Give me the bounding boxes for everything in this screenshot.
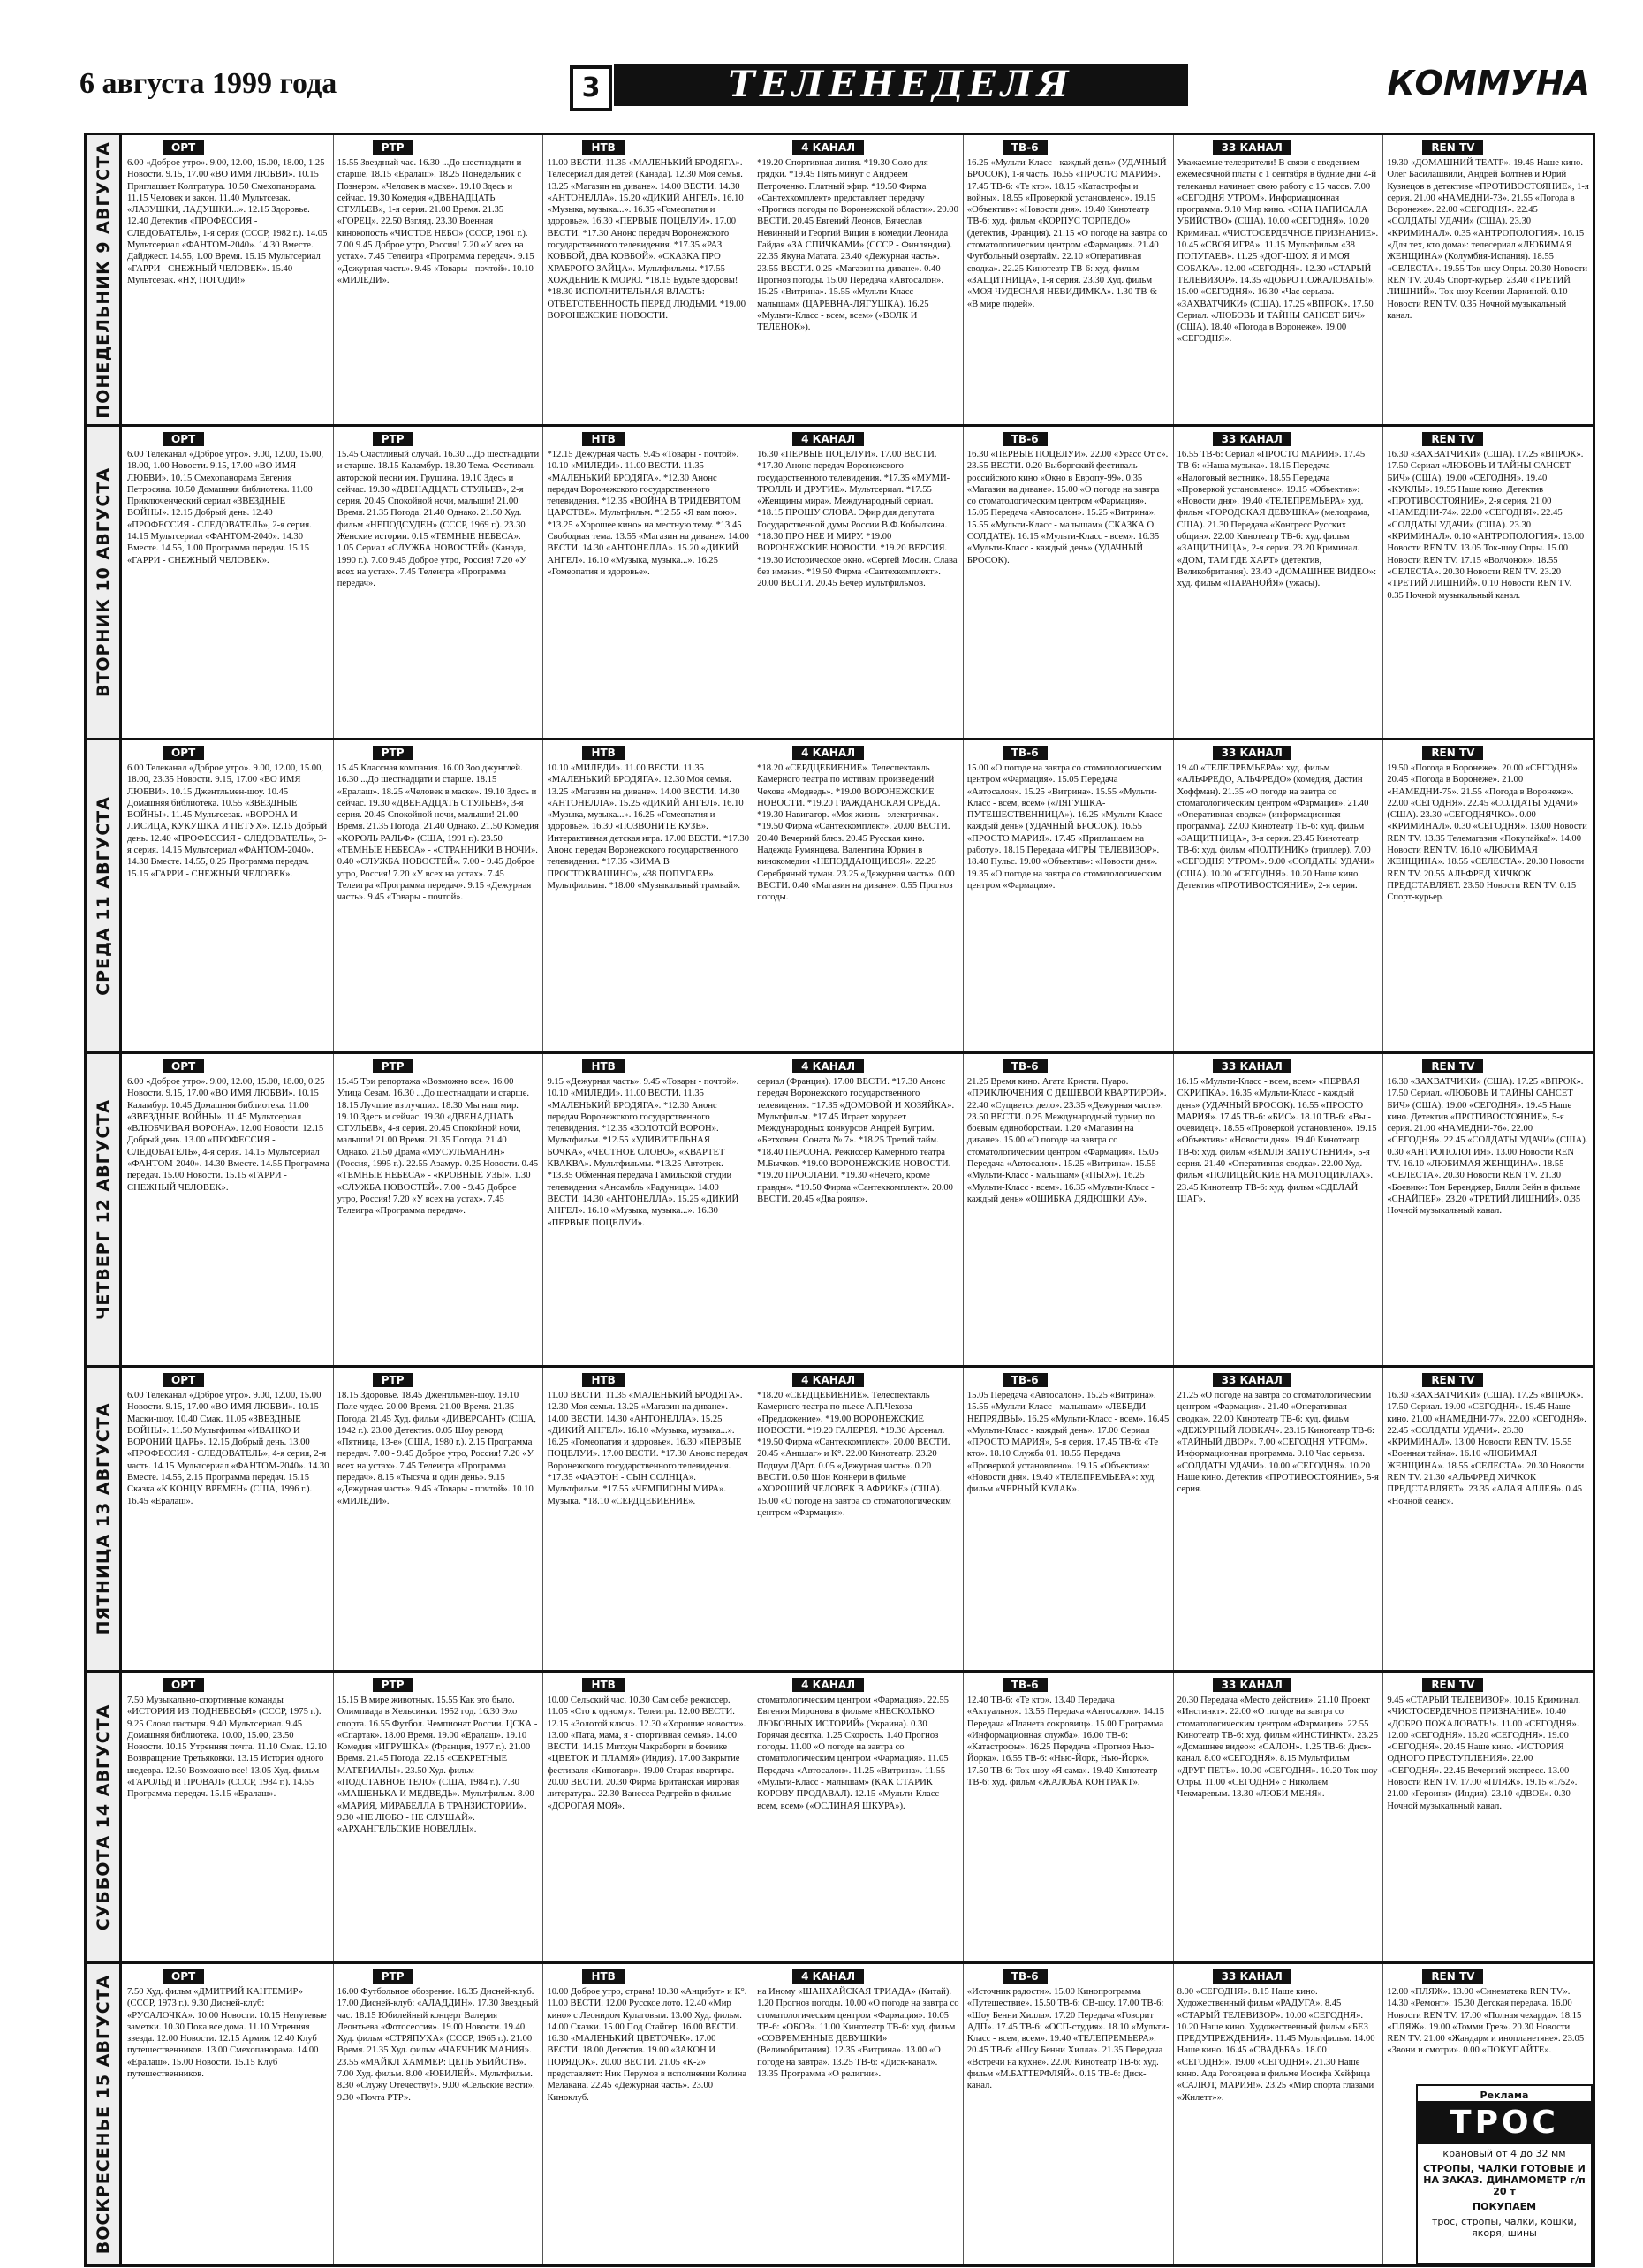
channel-badge: ТВ-6 [1003, 746, 1048, 760]
program-listing: 10.10 «МИЛЕДИ». 11.00 ВЕСТИ. 11.35 «МАЛЕНЬКИЙ БРОДЯГА». 12.30 Моя семья. 13.25 «Магазин на диване». 14.00 ВЕСТИ. 14.30 «АНТОНЕЛЛА». 15.25 «ДИКИЙ АНГЕЛ». 16.10 «Музыка, музыка...». 16.25 «Гомеопатия и здоровье». 16.30 «ПОЗВОНИТЕ КУЗЕ». Интерактивная детская игра. 17.00 ВЕСТИ. *17.30 Анонс передач Воронежского государственного телевидения. *17.35 «ЗИМА В ПРОСТОКВАШИНО», «38 ПОПУГАЕВ». Мультфильмы. *18.00 «Музыкальный трамвай». [547, 763, 749, 891]
channel-badge: НТВ [582, 1059, 624, 1073]
program-listing: 12.40 ТВ-6: «Те кто». 13.40 Передача «Актуально». 13.55 Передача «Автосалон». 14.15 Передача «Планета сокровищ». 15.00 Программа «Информационная служба». 16.00 ТВ-6: «Катастрофы». 16.25 Передача «Прогноз Нью-Йорка». 16.55 ТВ-6: «Нью-Йорк, Нью-Йорк». 17.50 ТВ-6: Ток-шоу «Я сама». 19.40 Кинотеатр ТВ-6: худ. фильм «ЖАЛОБА КОНТРАКТ». [966, 1695, 1165, 1788]
channel-badge: 33 КАНАЛ [1213, 746, 1291, 760]
program-listing: 15.45 Классная компания. 16.00 Зоо джунглей. 16.30 ...До шестнадцати и старше. 18.15 «Ералаш». 18.25 «Человек в маске». 19.10 Здесь и сейчас. 19.30 «ДВЕНАДЦАТЬ СТУЛЬЕВ», 3-я серия. 20.45 Спокойной ночи, малыши! 21.00 Время. 21.35 Погода. 21.40 Однако. 21.50 Комедия «КОРОЛЬ РАЛЬФ» (США, 1991 г.). 23.50 «ТЕМНЫЕ НЕБЕСА» - «СТРАННИКИ В НОЧИ». 0.40 «СЛУЖБА НОВОСТЕЙ». 7.00 - 9.45 Доброе утро, Россия! 7.20 «У всех на устах». 7.45 Телеигра «Программа передач». 9.15 «Дежурная часть». 9.45 «Товары - почтой». [337, 763, 539, 903]
channel-column [124, 1054, 334, 1365]
channel-column [124, 1368, 334, 1670]
channel-badge: НТВ [582, 432, 624, 446]
channel-column [334, 1673, 544, 1961]
advert-brand: ТРОС [1418, 2101, 1591, 2144]
day-row [87, 1673, 1593, 1964]
day-row [87, 740, 1593, 1054]
program-listing: 11.00 ВЕСТИ. 11.35 «МАЛЕНЬКИЙ БРОДЯГА». 12.30 Моя семья. 13.25 «Магазин на диване». 14.00 ВЕСТИ. 14.30 «АНТОНЕЛЛА». 15.25 «ДИКИЙ АНГЕЛ». 16.10 «Музыка, музыка...». 16.25 «Гомеопатия и здоровье». 16.30 «ПЕРВЫЕ ПОЦЕЛУИ». 17.00 ВЕСТИ. *17.30 Анонс передач Воронежского государственного телевидения. *17.35 «ФАЭТОН - СЫН СОЛНЦА». Мультфильм. *17.55 «ЧЕМПИОНЫ МИРА». Музыка. *18.10 «СЕРДЦЕБИЕНИЕ». [547, 1391, 748, 1506]
channel-column [543, 1964, 753, 2264]
channel-column [1383, 1673, 1593, 1961]
day-columns [124, 135, 1593, 424]
channel-badge: REN TV [1422, 1678, 1483, 1692]
program-listing: Уважаемые телезрители! В связи с введением ежемесячной платы с 1 сентября в будние дни 4-й телеканал начинает свою работу с 15 часов. 7.00 «СЕГОДНЯ УТРОМ». Информационная программа. 9.10 Мир кино. «ОНА НАПИСАЛА УБИЙСТВО» (США). 10.00 «СЕГОДНЯ». 10.20 Криминал. «ЧИСТОСЕРДЕЧНОЕ ПРИЗНАНИЕ». 10.45 «СВОЯ ИГРА». 11.15 Мультфильм «38 ПОПУГАЕВ». 11.25 «ДОГ-ШОУ. Я И МОЯ СОБАКА». 12.00 «СЕГОДНЯ». 12.30 «СТАРЫЙ ТЕЛЕВИЗОР». 14.35 «ДОБРО ПОЖАЛОВАТЬ!». 15.00 «СЕГОДНЯ». 16.30 «Час серьяза. «ЗАХВАТЧИКИ» (США). 17.25 «ВПРОК». 17.50 Сериал. «ЛЮБОВЬ И ТАЙНЫ САНСЕТ БИЧ» (США). 18.40 «Погода в Воронеже». 19.00 «СЕГОДНЯ». [1177, 158, 1379, 345]
day-label-text: ВОСКРЕСЕНЬЕ 15 АВГУСТА [93, 1974, 113, 2255]
advert-line2: СТРОПЫ, ЧАЛКИ ГОТОВЫЕ И НА ЗАКАЗ. ДИНАМОМЕТР г/п 20 т [1423, 2163, 1586, 2197]
program-listing: 19.50 «Погода в Воронеже». 20.00 «СЕГОДНЯ». 20.45 «Погода в Воронеже». 21.00 «НАМЕДНИ-75». 21.55 «Погода в Воронеже». 22.00 «СЕГОДНЯ». 22.45 «СОЛДАТЫ УДАЧИ» (США). 23.30 «СЕГОДНЯЧКО». 0.00 «КРИМИНАЛ». 0.30 «СЕГОДНЯ». 13.00 Новости REN TV. 13.35 Телемагазин «Покупайка!». 14.00 Новости REN TV. 16.10 «ЛЮБИМАЯ ЖЕНЩИНА». 18.55 «СЕЛЕСТА». 20.30 Новости REN TV. 20.55 АЛЬФРЕД ХИЧКОК ПРЕДСТАВЛЯЕТ. 23.50 Новости REN TV. 0.15 Спорт-курьер. [1387, 763, 1587, 903]
program-listing: 16.25 «Мульти-Класс - каждый день» (УДАЧНЫЙ БРОСОК), 1-я часть. 16.55 «ПРОСТО МАРИЯ». 17.45 ТВ-6: «Те кто». 18.15 «Катастрофы и войны». 18.55 «Проверкой установлено». 19.15 «Объектив»: «Новости дня». 19.40 Кинотеатр ТВ-6: худ. фильм «КОРПУС ТОРПЕДО» (детектив, Франция). 21.15 «О погоде на завтра со стоматологическим центром «Фармация». 21.40 Футбольный овертайм. 22.10 «Оперативная сводка». 22.25 Кинотеатр ТВ-6: худ. фильм «ЗАЩИТНИЦА», 1-я серия. 23.30 Худ. фильм «МОЯ ЧУДЕСНАЯ НЕВИДИМКА». 1.30 ТВ-6: «В мире людей». [966, 158, 1168, 309]
program-listing: 15.00 «О погоде на завтра со стоматологическим центром «Фармация». 15.05 Передача «Автосалон». 15.25 «Витрина». 15.55 «Мульти-Класс - всем, всем» («ЛЯГУШКА-ПУТЕШЕСТВЕННИЦА»). 16.25 «Мульти-Класс - каждый день» (УДАЧНЫЙ БРОСОК). 16.55 «ПРОСТО МАРИЯ». 17.45 «Приглашаем на работу». 18.15 Передача «ИГРЫ ТЕЛЕВИЗОР». 18.40 Пульс. 19.00 «Объектив»: «Новости дня». 19.35 «О погоде на завтра со стоматологическим центром «Фармация». [966, 763, 1168, 891]
day-row [87, 1964, 1593, 2264]
channel-column [753, 135, 964, 424]
channel-column [124, 1673, 334, 1961]
channel-badge: РТР [373, 1969, 413, 1984]
channel-badge: РТР [373, 1373, 413, 1387]
day-columns [124, 1964, 1593, 2264]
program-listing: 6.00 Телеканал «Доброе утро». 9.00, 12.00, 15.00, 18.00, 1.00 Новости. 9.15, 17.00 «ВО ИМЯ ЛЮБВИ». 10.15 Смехопанорама Евгения Петросяна. 10.50 Домашняя библиотека. 11.00 Приключенческий сериал «ЗВЕЗДНЫЕ ВОЙНЫ». 12.15 Добрый день. 12.40 «ПРОФЕССИЯ - СЛЕДОВАТЕЛЬ», 2-я серия. 14.15 Мультсериал «ФАНТОМ-2040». 14.30 Вместе. 14.55, 1.00 Программа передач. 15.15 «ГАРРИ - СНЕЖНЫЙ ЧЕЛОВЕК». [127, 450, 324, 565]
channel-column [753, 1368, 964, 1670]
program-listing: 20.30 Передача «Место действия». 21.10 Проект «Инстинкт». 22.00 «О погоде на завтра со стоматологическим центром «Фармация». 22.55 Кинотеатр ТВ-6: худ. фильм «ИНСТИНКТ». 23.25 «Домашнее видео»: «САЛОН». 1.25 ТВ-6: Диск-канал. 8.00 «СЕГОДНЯ». 8.15 Мультфильм «ДРУГ ПЕТЬ». 10.00 «СЕГОДНЯ». 10.20 Ток-шоу Опры. 11.00 «СЕГОДНЯ» с Николаем Чекмаревым. 13.30 «ЛЮБИ МЕНЯ». [1177, 1695, 1379, 1800]
program-listing: 16.30 «ЗАХВАТЧИКИ» (США). 17.25 «ВПРОК». 17.50 Сериал. 19.00 «СЕГОДНЯ». 19.45 Наше кино. 21.00 «НАМЕДНИ-77». 22.00 «СЕГОДНЯ». 22.45 «СОЛДАТЫ УДАЧИ». 23.30 «КРИМИНАЛ». 13.00 Новости REN TV. 15.55 «Военная тайна». 16.10 «ЛЮБИМАЯ ЖЕНЩИНА». 18.55 «СЕЛЕСТА». 20.30 Новости REN TV. 21.30 «АЛЬФРЕД ХИЧКОК ПРЕДСТАВЛЯЕТ». 23.35 «АЛАЯ АЛЛЕЯ». 0.45 «Ночной сеанс». [1387, 1391, 1586, 1506]
day-row [87, 427, 1593, 740]
channel-column [334, 427, 544, 738]
program-listing: 19.30 «ДОМАШНИЙ ТЕАТР». 19.45 Наше кино. Олег Басилашвили, Андрей Болтнев и Юрий Кузнецов в детективе «ПРОТИВОСТОЯНИЕ», 1-я серия. 21.00 «НАМЕДНИ-73». 21.55 «Погода в Воронеже». 22.00 «СЕГОДНЯ». 22.45 «СОЛДАТЫ УДАЧИ» (США). 23.30 «КРИМИНАЛ». 0.35 «АНТРОПОЛОГИЯ». 16.15 «Для тех, кто дома»: телесериал «ЛЮБИМАЯ ЖЕНЩИНА» (Колумбия-Испания). 18.55 «СЕЛЕСТА». 19.55 Ток-шоу Опры. 20.30 Новости REN TV. 20.45 Спорт-курьер. 23.40 «ТРЕТИЙ ЛИШНИЙ». Ток-шоу Ксении Ларкиной. 0.10 Новости REN TV. 0.35 Ночной музыкальный канал. [1387, 158, 1589, 321]
channel-column [543, 1673, 753, 1961]
channel-column [334, 135, 544, 424]
channel-badge: 4 КАНАЛ [792, 1969, 864, 1984]
program-listing: 15.55 Звездный час. 16.30 ...До шестнадцати и старше. 18.15 «Ералаш». 18.25 Понедельник с Познером. «Человек в маске». 19.10 Здесь и сейчас. 19.30 Комедия «ДВЕНАДЦАТЬ СТУЛЬЕВ», 1-я серия. 21.00 Время. 21.35 «ГОРЕЦ». 22.50 Взгляд. 23.30 Военная кинокопость «ЧИСТОЕ НЕБО» (СССР, 1961 г.). 7.00 9.45 Доброе утро, Россия! 7.20 «У всех на устах». 7.45 Телеигра «Программа передач». 9.15 «Дежурная часть». 9.45 «Товары - почтой». 10.10 «МИЛЕДИ». [337, 158, 534, 285]
program-listing: 15.05 Передача «Автосалон». 15.25 «Витрина». 15.55 «Мульти-Класс - малышам» «ЛЕБЕДИ НЕПРЯДВЫ». 16.25 «Мульти-Класс - всем». 16.45 «Мульти-Класс - каждый день». 17.00 Сериал «ПРОСТО МАРИЯ», 5-я серия. 17.45 ТВ-6: «Те кто». 18.10 Служба 01. 18.55 Передача «Проверкой установлено». 19.15 «Объектив»: «Новости дня». 19.40 «ТЕЛЕПРЕМЬЕРА»: худ. фильм «ЧЕРНЫЙ КУЛАК». [966, 1391, 1170, 1495]
day-label-text: ЧЕТВЕРГ 12 АВГУСТА [93, 1098, 113, 1321]
channel-column [964, 1673, 1174, 1961]
day-label-text: СУББОТА 14 АВГУСТА [93, 1703, 113, 1930]
channel-badge: РТР [373, 1678, 413, 1692]
channel-badge: 33 КАНАЛ [1213, 1969, 1291, 1984]
day-label-text: ВТОРНИК 10 АВГУСТА [93, 466, 113, 698]
channel-badge: ТВ-6 [1003, 140, 1048, 155]
channel-column [124, 1964, 334, 2264]
program-listing: 15.15 В мире животных. 15.55 Как это было. Олимпиада в Хельсинки. 1952 год. 16.30 Эхо спорта. 16.55 Футбол. Чемпионат России. ЦСКА - «Спартак». 18.00 Время. 19.00 «Ералаш». 19.10 Комедия «ИГРУШКА» (Франция, 1977 г.). 21.00 Время. 21.45 Погода. 22.15 «СЕКРЕТНЫЕ МАТЕРИАЛЫ». 23.50 Худ. фильм «ПОДСТАВНОЕ ТЕЛО» (США, 1984 г.). 7.30 «МАШЕНЬКА И МЕДВЕДЬ». Мультфильм. 8.00 «МАРИЯ, МИРАБЕЛЛА В ТРАНЗИСТОРИИ». 9.30 «НЕ ЛЮБО - НЕ СЛУШАЙ». «АРХАНГЕЛЬСКИЕ НОВЕЛЛЫ». [337, 1695, 538, 1835]
day-columns [124, 427, 1593, 738]
day-label [87, 1964, 122, 2264]
program-listing: *12.15 Дежурная часть. 9.45 «Товары - почтой». 10.10 «МИЛЕДИ». 11.00 ВЕСТИ. 11.35 «МАЛЕНЬКИЙ БРОДЯГА». *12.30 Анонс передач Воронежского государственного телевидения. *12.35 «ВОЙНА В ТРИДЕВЯТОМ ЦАРСТВЕ». Мультфильм. *12.55 «Я вам пою». *13.25 «Хорошее кино» на местную тему. *13.45 Свободная тема. 13.55 «Магазин на диване». 14.00 ВЕСТИ. 14.30 «АНТОНЕЛЛА». 15.20 «ДИКИЙ АНГЕЛ». 16.10 «Музыка, музыка...». 16.25 «Гомеопатия и здоровье». [547, 450, 749, 577]
advert-line4: трос, стропы, чалки, кошки, якоря, шины [1432, 2216, 1577, 2239]
program-listing: 21.25 Время кино. Агата Кристи. Пуаро. «ПРИКЛЮЧЕНИЯ С ДЕШЕВОЙ КВАРТИРОЙ». 22.40 «Сущвется дело». 23.35 «Дежурная часть». 23.50 ВЕСТИ. 0.25 Международный турнир по боевым единоборствам. 1.20 «Магазин на диване». 15.00 «О погоде на завтра со стоматологическим центром «Фармация». 15.05 Передача «Автосалон». 15.25 «Витрина». 15.55 «Мульти-Класс - малышам» («ПЫХ»). 16.25 «Мульти-Класс - всем». 16.35 «Мульти-Класс - каждый день» «ОШИБКА ДЯДЮШКИ АУ». [966, 1077, 1167, 1204]
channel-column [334, 1964, 544, 2264]
channel-badge: РТР [373, 1059, 413, 1073]
channel-badge: 33 КАНАЛ [1213, 140, 1291, 155]
page-number: 3 [570, 65, 612, 111]
channel-badge: ТВ-6 [1003, 1373, 1048, 1387]
channel-badge: 4 КАНАЛ [792, 1059, 864, 1073]
program-listing: 6.00 «Доброе утро». 9.00, 12.00, 15.00, 18.00, 1.25 Новости. 9.15, 17.00 «ВО ИМЯ ЛЮБВИ». 10.15 Приглашает Колтратура. 10.50 Смехопанорама. 11.15 Человек и закон. 11.40 Мультсезак. «ЛАЗУШКИ, ЛАДУШКИ...». 12.15 Здоровье. 12.40 Детектив «ПРОФЕССИЯ - СЛЕДОВАТЕЛЬ», 1-я серия (СССР, 1982 г.). 14.05 Мультсериал «ФАНТОМ-2040». 14.30 Вместе. Дайджест. 14.55, 1.00 Время. 15.15 Мультсериал «ГАРРИ - СНЕЖНЫЙ ЧЕЛОВЕК». 15.40 Мультсезак. «НУ, ПОГОДИ!» [127, 158, 328, 285]
channel-badge: НТВ [582, 140, 624, 155]
channel-badge: 33 КАНАЛ [1213, 1678, 1291, 1692]
advert-label: Реклама [1480, 2090, 1529, 2101]
day-label [87, 135, 122, 424]
channel-badge: ОРТ [163, 1059, 204, 1073]
day-label-text: ПОНЕДЕЛЬНИК 9 АВГУСТА [93, 140, 113, 419]
channel-column [334, 740, 544, 1051]
channel-column [753, 1673, 964, 1961]
channel-badge: 4 КАНАЛ [792, 746, 864, 760]
channel-badge: ТВ-6 [1003, 1969, 1048, 1984]
channel-column [543, 427, 753, 738]
day-label [87, 1368, 122, 1670]
program-listing: *18.20 «СЕРДЦЕБИЕНИЕ». Телеспектакль Камерного театра по мотивам произведений Чехова «Медведь». *19.00 ВОРОНЕЖСКИЕ НОВОСТИ. *19.20 ГРАЖДАНСКАЯ СРЕДА. *19.30 Навигатор. «Моя жизнь - электричка». *19.50 Фирма «Сантехкомплект». 20.00 ВЕСТИ. 20.40 Вечерний блюз. 20.45 Русская кино. Надежда Румянцева. Валентина Юркин в кинокомедии «НЕПОДДАЮЩИЕСЯ». 22.25 Серебряный туман. 23.25 «Дежурная часть». 0.00 ВЕСТИ. 0.40 «Магазин на диване». 0.55 Прогноз погоды. [757, 763, 955, 903]
channel-column [753, 1054, 964, 1365]
channel-badge: ОРТ [163, 432, 204, 446]
channel-column [1174, 135, 1384, 424]
program-listing: 16.15 «Мульти-Класс - всем, всем» «ПЕРВАЯ СКРИПКА». 16.35 «Мульти-Класс - каждый день» (УДАЧНЫЙ БРОСОК). 16.55 «ПРОСТО МАРИЯ». 17.45 ТВ-6: «БИС». 18.10 ТВ-6: «Вы - очевидец». 18.55 «Проверкой установлено». 19.15 «Объектив»: «Новости дня». 19.40 Кинотеатр ТВ-6: худ. фильм «ЗЕМЛЯ ЗАПУСТЕНИЯ», 5-я серия. 21.40 «Оперативная сводка». 22.00 Худ. фильм «ПОЛИЦЕЙСКИЕ НА МОТОЦИКЛАХ». 23.45 Кинотеатр ТВ-6: худ. фильм «СДЕЛАЙ ШАГ». [1177, 1077, 1377, 1204]
day-row [87, 1368, 1593, 1673]
channel-badge: ОРТ [163, 1373, 204, 1387]
channel-badge: ОРТ [163, 1678, 204, 1692]
program-listing: 21.25 «О погоде на завтра со стоматологическим центром «Фармация». 21.40 «Оперативная сводка». 22.00 Кинотеатр ТВ-6: худ. фильм «ДЕЖУРНЫЙ ЛОВКАЧ». 23.15 Кинотеатр ТВ-6: «ТАЙНЫЙ ДВОР». 7.00 «СЕГОДНЯ УТРОМ». Информационная программа. 9.10 Час серьяза. «СОЛДАТЫ УДАЧИ». 10.00 «СЕГОДНЯ». 10.20 Наше кино. Детектив «ПРОТИВОСТОЯНИЕ», 5-я серия. [1177, 1391, 1379, 1495]
channel-badge: ОРТ [163, 140, 204, 155]
program-listing: 15.45 Три репортажа «Возможно все». 16.00 Улица Сезам. 16.30 ...До шестнадцати и старше. 18.15 Лучшие из лучших. 18.30 Мы наш мир. 19.10 Здесь и сейчас. 19.30 «ДВЕНАДЦАТЬ СТУЛЬЕВ», 4-я серия. 20.45 Спокойной ночи, малыши! 21.00 Время. 21.35 Погода. 21.40 Однако. 21.50 Драма «МУСУЛЬМАНИН» (Россия, 1995 г.). 22.55 Азамур. 0.25 Новости. 0.45 «ТЕМНЫЕ НЕБЕСА» - «КРОВНЫЕ УЗЫ». 1.30 «СЛУЖБА НОВОСТЕЙ». 7.00 - 9.45 Доброе утро, Россия! 7.20 «У всех на устах». 7.45 Телеигра «Программа передач». [337, 1077, 539, 1217]
program-listing: на Иному «ШАНХАЙСКАЯ ТРИАДА» (Китай). 1.20 Прогноз погоды. 10.00 «О погоде на завтра со стоматологическим центром «Фармация». 10.05 ТВ-6: «ОБОЗ». 11.00 Кинотеатр ТВ-6: худ. фильм «СОВРЕМЕННЫЕ ДЕВУШКИ» (Великобритания). 12.35 «Витрина». 13.00 «О погоде на завтра». 13.25 ТВ-6: «Диск-канал». 13.35 Программа «О религии». [757, 1987, 959, 2080]
channel-badge: ТВ-6 [1003, 432, 1048, 446]
channel-badge: 4 КАНАЛ [792, 1678, 864, 1692]
channel-column [1174, 427, 1384, 738]
channel-badge: 33 КАНАЛ [1213, 1373, 1291, 1387]
channel-column [124, 427, 334, 738]
channel-badge: ОРТ [163, 1969, 204, 1984]
program-listing: 8.00 «СЕГОДНЯ». 8.15 Наше кино. Художественный фильм «РАДУГА». 8.45 «СТАРЫЙ ТЕЛЕВИЗОР». 10.00 «СЕГОДНЯ». 10.20 Наше кино. Художественный фильм «БЕЗ ПРЕДУПРЕЖДЕНИЯ». 11.45 Мультфильм. 14.00 Наше кино. 16.45 «СВАДЬБА». 18.00 «СЕГОДНЯ». 19.00 «СЕГОДНЯ». 21.30 Наше кино. Ада Роговцева в фильме Иосифа Хейфица «САЛЮТ, МАРИЯ!». 23.25 «Мир спорта глазами «Жилетт»». [1177, 1987, 1375, 2103]
day-label-text: СРЕДА 11 АВГУСТА [93, 796, 113, 996]
channel-column [964, 135, 1174, 424]
advert-box [1416, 2084, 1593, 2264]
program-listing: *18.20 «СЕРДЦЕБИЕНИЕ». Телеспектакль Камерного театра по пьесе А.П.Чехова «Предложение». *19.00 ВОРОНЕЖСКИЕ НОВОСТИ. *19.20 ГАЛЕРЕЯ. *19.30 Арсенал. *19.50 Фирма «Сантехкомплект». 20.00 ВЕСТИ. 20.45 «Аншлаг» и К°. 22.00 Кинотеатр. 23.20 Подиум Д'Арт. 0.05 «Дежурная часть». 0.20 ВЕСТИ. 0.50 Шон Коннери в фильме «ХОРОШИЙ ЧЕЛОВЕК В АФРИКЕ» (США). 15.00 «О погоде на завтра со стоматологическим центром «Фармация». [757, 1391, 951, 1518]
channel-column [1174, 740, 1384, 1051]
channel-badge: ТВ-6 [1003, 1678, 1048, 1692]
issue-date: 6 августа 1999 года [80, 67, 337, 100]
day-columns [124, 1368, 1593, 1670]
program-listing: 6.00 «Доброе утро». 9.00, 12.00, 15.00, 18.00, 0.25 Новости. 9.15, 17.00 «ВО ИМЯ ЛЮБВИ». 10.15 Каламбур. 10.45 Домашняя библиотека. 11.00 «ЗВЕЗДНЫЕ ВОЙНЫ». 11.45 Мультсериал «ВЛЮБЧИВАЯ ВОРОНА». 12.00 Новости. 12.15 Добрый день. 13.00 «ПРОФЕССИЯ - СЛЕДОВАТЕЛЬ», 4-я серия. 14.15 Мультсериал «ФАНТОМ-2040». 14.30 Вместе. 14.55 Программа передач. 15.00 Новости. 15.15 «ГАРРИ - СНЕЖНЫЙ ЧЕЛОВЕК». [127, 1077, 329, 1193]
channel-badge: 33 КАНАЛ [1213, 1059, 1291, 1073]
day-columns [124, 1673, 1593, 1961]
program-listing: 7.50 Худ. фильм «ДМИТРИЙ КАНТЕМИР» (СССР, 1973 г.). 9.30 Дисней-клуб: «РУСАЛОЧКА». 10.00 Новости. 10.15 Непутевые заметки. 10.30 Пока все дома. 11.10 Утренняя звезда. 12.00 Новости. 12.15 Армия. 12.40 Клуб путешественников. 13.00 Смехопанорама. 14.00 «Ералаш». 15.00 Новости. 15.15 Клуб путешественников. [127, 1987, 327, 2080]
program-listing: 18.15 Здоровье. 18.45 Джентльмен-шоу. 19.10 Поле чудес. 20.00 Время. 21.00 Время. 21.35 Погода. 21.45 Худ. фильм «ДИВЕРСАНТ» (США, 1942 г.). 23.00 Детектив. 0.05 Шоу рекорд «Пятница, 13-е» (США, 1980 г.). 2.15 Программа передач. 7.00 - 9.45 Доброе утро, Россия! 7.20 «У всех на устах». 7.45 Телеигра «Программа передач». 8.15 «Тысяча и один день». 9.15 «Дежурная часть». 9.45 «Товары - почтой». 10.10 «МИЛЕДИ». [337, 1391, 536, 1506]
channel-column [1174, 1368, 1384, 1670]
channel-badge: REN TV [1422, 1373, 1483, 1387]
day-label [87, 1054, 122, 1365]
program-listing: 9.45 «СТАРЫЙ ТЕЛЕВИЗОР». 10.15 Криминал. «ЧИСТОСЕРДЕЧНОЕ ПРИЗНАНИЕ». 10.40 «ДОБРО ПОЖАЛОВАТЬ!». 11.00 «СЕГОДНЯ». 12.00 «СЕГОДНЯ». 16.20 «СЕГОДНЯ». 19.00 «СЕГОДНЯ». 20.45 Наше кино. «ИСТОРИЯ ОДНОГО ПРЕСТУПЛЕНИЯ». 22.00 «СЕГОДНЯ». 22.45 Вечерний экспресс. 13.00 Новости REN TV. 17.00 «ПЛЯЖ». 19.15 «1/52». 21.00 «Героиня» (Индия). 23.10 «ДВОЕ». 0.30 Ночной музыкальный канал. [1387, 1695, 1581, 1811]
channel-badge: 4 КАНАЛ [792, 432, 864, 446]
channel-column [124, 135, 334, 424]
newspaper-name: КОММУНА [1387, 64, 1590, 102]
channel-badge: ТВ-6 [1003, 1059, 1048, 1073]
advert-line3: ПОКУПАЕМ [1472, 2201, 1537, 2212]
day-row [87, 1054, 1593, 1368]
program-listing: 16.30 «ПЕРВЫЕ ПОЦЕЛУИ». 22.00 «Урасс От с». 23.55 ВЕСТИ. 0.20 Выборгский фестиваль российского кино «Окно в Европу-99». 0.35 «Магазин на диване». 15.00 «О погоде на завтра со стоматологическим центром «Фармация». 15.05 Передача «Автосалон». 15.25 «Витрина». 15.55 «Мульти-Класс - малышам» (СКАЗКА О СОЛДАТЕ). 16.15 «Мульти-Класс - всем». 16.35 «Мульти-Класс - каждый день» (УДАЧНЫЙ БРОСОК). [966, 450, 1169, 565]
program-listing: 15.45 Счастливый случай. 16.30 ...До шестнадцати и старше. 18.15 Каламбур. 18.30 Тема. Фестиваль авторской песни им. Грушина. 19.10 Здесь и сейчас. 19.30 «ДВЕНАДЦАТЬ СТУЛЬЕВ», 2-я серия. 20.45 Спокойной ночи, малыши! 21.00 Время. 21.35 Погода. 21.40 Однако. 21.50 Худ. фильм «НЕПОДСУДЕН» (СССР, 1969 г.). 23.30 Женские истории. 0.15 «ТЕМНЫЕ НЕБЕСА». 1.05 Сериал «СЛУЖБА НОВОСТЕЙ» (Канада, 1990 г.). 7.00 9.45 Доброе утро, Россия! 7.20 «У всех на устах». 7.45 Телеигра «Программа передач». [337, 450, 540, 589]
channel-badge: НТВ [582, 1373, 624, 1387]
channel-badge: РТР [373, 140, 413, 155]
program-listing: 9.15 «Дежурная часть». 9.45 «Товары - почтой». 10.10 «МИЛЕДИ». 11.00 ВЕСТИ. 11.35 «МАЛЕНЬКИЙ БРОДЯГА». *12.30 Анонс передач Воронежского государственного телевидения. *12.35 «ЗОЛОТОЙ ВОРОН». Мультфильм. *12.55 «УДИВИТЕЛЬНАЯ БОЧКА», «ЧЕСТНОЕ СЛОВО», «КВАРТЕТ КВАКВА». Мультфильмы. *13.25 Автотрек. *13.35 Обменная передача Гамильской студии телевидения «Ансамбль «Радуница». 14.00 ВЕСТИ. 14.30 «АНТОНЕЛЛА». 15.25 «ДИКИЙ АНГЕЛ». 16.10 «Музыка, музыка...». 16.30 «ПЕРВЫЕ ПОЦЕЛУИ». [547, 1077, 739, 1228]
program-listing: 16.30 «ЗАХВАТЧИКИ» (США). 17.25 «ВПРОК». 17.50 Сериал «ЛЮБОВЬ И ТАЙНЫ САНСЕТ БИЧ» (США). 19.00 «СЕГОДНЯ». 19.40 «КУКЛЫ». 19.55 Наше кино. Детектив «ПРОТИВОСТОЯНИЕ», 2-я серия. 21.00 «НАМЕДНИ-74». 22.00 «СЕГОДНЯ». 22.45 «СОЛДАТЫ УДАЧИ» (США). 23.30 «КРИМИНАЛ». 0.10 «АНТРОПОЛОГИЯ». 13.00 Новости REN TV. 13.05 Ток-шоу Опры. 15.00 Новости REN TV. 17.15 «Волчонок». 18.55 «СЕЛЕСТА». 20.30 Новости REN TV. 23.20 «ТРЕТИЙ ЛИШНИЙ». 0.10 Новости REN TV. 0.35 Ночной музыкальный канал. [1387, 450, 1585, 601]
channel-column [1174, 1673, 1384, 1961]
channel-badge: REN TV [1422, 432, 1483, 446]
channel-badge: REN TV [1422, 1969, 1483, 1984]
channel-column [753, 1964, 964, 2264]
channel-badge: 33 КАНАЛ [1213, 432, 1291, 446]
program-listing: 7.50 Музыкально-спортивные команды «ИСТОРИЯ ИЗ ПОДНЕБЕСЬЯ» (СССР, 1975 г.). 9.25 Слово пастыря. 9.40 Мультсериал. 9.45 Домашняя библиотека. 10.00, 15.00, 23.50 Новости. 10.15 Утренняя почта. 11.10 Смак. 12.10 Возвращение Третьяковки. 13.15 История одного шедевра. 12.50 Возможно все! 13.05 Худ. фильм «ГАРОЛЬД И ПРОВАЛ» (СССР, 1984 г.). 14.55 Программа передач. 15.15 «Ералаш». [127, 1695, 327, 1800]
channel-column [1383, 740, 1593, 1051]
channel-column [964, 1964, 1174, 2264]
channel-column [334, 1054, 544, 1365]
channel-badge: РТР [373, 432, 413, 446]
program-listing: 16.30 «ПЕРВЫЕ ПОЦЕЛУИ». 17.00 ВЕСТИ. *17.30 Анонс передач Воронежского государственного телевидения. *17.35 «МУМИ-ТРОЛЛЬ И ДРУГИЕ». Мультсериал. *17.55 «Женщины мира». Международный сериал. *18.15 ПРОШУ СЛОВА. Эфир для депутата Государственной думы России В.Ф.Кобылкина. *18.30 ПРО НЕЕ И МИРУ. *19.00 ВОРОНЕЖСКИЕ НОВОСТИ. *19.20 ВЕРСИЯ. *19.30 Историческое окно. «Сергей Мосин. Слава без имени». *19.50 Фирма «Сантехкомплект». 20.00 ВЕСТИ. 20.45 Вечер мультфильмов. [757, 450, 958, 589]
channel-column [1174, 1054, 1384, 1365]
channel-badge: НТВ [582, 1678, 624, 1692]
program-listing: 6.00 Телеканал «Доброе утро». 9.00, 12.00, 15.00, 18.00, 23.35 Новости. 9.15, 17.00 «ВО ИМЯ ЛЮБВИ». 10.15 Джентльмен-шоу. 10.45 Домашняя библиотека. 10.55 «ЗВЕЗДНЫЕ ВОЙНЫ». 11.45 Мультсезак. «ВОРОНА И ЛИСИЦА, КУКУШКА И ПЕТУХ». 12.15 Добрый день. 12.40 «ПРОФЕССИЯ - СЛЕДОВАТЕЛЬ», 3-я серия. 14.15 Мультсериал «ФАНТОМ-2040». 14.30 Вместе. 14.55, 0.25 Программа передач. 15.15 «ГАРРИ - СНЕЖНЫЙ ЧЕЛОВЕК». [127, 763, 328, 879]
program-listing: 11.00 ВЕСТИ. 11.35 «МАЛЕНЬКИЙ БРОДЯГА». Телесериал для детей (Канада). 12.30 Моя семья. 13.25 «Магазин на диване». 14.00 ВЕСТИ. 14.30 «АНТОНЕЛЛА». 15.20 «ДИКИЙ АНГЕЛ». 16.10 «Музыка, музыка...». 16.35 «Гомеопатия и здоровье». 16.30 «ПЕРВЫЕ ПОЦЕЛУИ». 17.00 ВЕСТИ. *17.30 Анонс передач Воронежского государственного телевидения. *17.35 «РАЗ КОВБОЙ, ДВА КОВБОЙ». «СКАЗКА ПРО ХРАБРОГО ЗАЙЦА». Мультфильмы. *17.55 ХОЖДЕНИЕ К МОРЮ. *18.15 Будьте здоровы! *18.30 ИСПОЛНИТЕЛЬНАЯ ВЛАСТЬ: ОТВЕТСТВЕННОСТЬ ПЕРЕД ЛЮДЬМИ. *19.00 ВОРОНЕЖСКИЕ НОВОСТИ. [547, 158, 746, 321]
channel-badge: REN TV [1422, 746, 1483, 760]
program-listing: 16.00 Футбольное обозрение. 16.35 Дисней-клуб. 17.00 Дисней-клуб: «АЛАДДИН». 17.30 Звездный час. 18.15 Юбилейный концерт Валерия Леонтьева «Фотосессия». 19.00 Новости. 19.40 Худ. фильм «СТРЯПУХА» (СССР, 1965 г.). 21.00 Время. 21.35 Худ. фильм «ЧАЕЧНИК МАНИЯ». 23.55 «МАЙКЛ ХАММЕР: ЦЕПЬ УБИЙСТВ». 7.00 Худ. фильм. 8.00 «ЮБИЛЕЙ». Мультфильм. 8.30 «Служу Отечеству!». 9.00 «Сельские вести». 9.30 «Почта РТР». [337, 1987, 539, 2103]
program-listing: 19.40 «ТЕЛЕПРЕМЬЕРА»: худ. фильм «АЛЬФРЕДО, АЛЬФРЕДО» (комедия, Дастин Хоффман). 21.35 «О погоде на завтра со стоматологическим центром «Фармация». 21.40 «Оперативная сводка» (информационная программа). 22.00 Кинотеатр ТВ-6: худ. фильм «ЗАЩИТНИЦА», 3-я серия. 23.45 Кинотеатр ТВ-6: худ. фильм «ПОЛТИНИК» (триллер). 7.00 «СЕГОДНЯ УТРОМ». 9.00 «СОЛДАТЫ УДАЧИ» (США). 10.00 «СЕГОДНЯ». 10.20 Наше кино. Детектив «ПРОТИВОСТОЯНИЕ», 2-я серия. [1177, 763, 1375, 891]
program-listing: *19.20 Спортивная линия. *19.30 Соло для грядки. *19.45 Пять минут с Андреем Петроченко. Платный эфир. *19.50 Фирма «Сантехкомплект» представляет передачу «Прогноз погоды по Воронежской области». 20.00 ВЕСТИ. 20.45 Евгений Леонов, Вячеслав Невинный и Георгий Вицин в комедии Леонида Гайдая «ЗА СПИЧКАМИ» (СССР - Финляндия). 22.35 Якуна Матата. 23.40 «Дежурная часть». 23.55 ВЕСТИ. 0.25 «Магазин на диване». 0.40 Прогноз погоды. 15.00 Передача «Автосалон». 15.25 «Витрина». 15.55 «Мульти-Класс - малышам» (ЦАРЕВНА-ЛЯГУШКА). 16.25 «Мульти-Класс - всем, всем» («ВОЛК И ТЕЛЕНОК»). [757, 158, 958, 333]
masthead [80, 62, 1590, 115]
channel-column [964, 427, 1174, 738]
section-title: ТЕЛЕНЕДЕЛЯ [614, 64, 1188, 106]
channel-badge: 4 КАНАЛ [792, 140, 864, 155]
channel-badge: 4 КАНАЛ [792, 1373, 864, 1387]
channel-column [543, 1368, 753, 1670]
program-listing: 10.00 Доброе утро, страна! 10.30 «Анцибут» и К°. 11.00 ВЕСТИ. 12.00 Русское лото. 12.40 «Мир кино» с Леонидом Кулаговым. 13.00 Худ. фильм. 14.00 Сказки. 15.00 Под Стайгер. 16.00 ВЕСТИ. 16.30 «МАЛЕНЬКИЙ ЦВЕТОЧЕК». 17.00 ВЕСТИ. 18.00 Детектив. 19.00 «ЗАКОН И ПОРЯДОК». 20.00 ВЕСТИ. 21.05 «К-2» представляет: Ник Перумов в исполнении Колина Мелакана. 22.45 «Дежурная часть». 23.00 Киноклуб. [547, 1987, 747, 2103]
channel-column [964, 740, 1174, 1051]
channel-column [964, 1054, 1174, 1365]
channel-column [964, 1368, 1174, 1670]
channel-badge: НТВ [582, 746, 624, 760]
day-label [87, 427, 122, 738]
advert-line1: крановый от 4 до 32 мм [1442, 2148, 1566, 2159]
channel-column [753, 740, 964, 1051]
channel-column [1174, 1964, 1384, 2264]
channel-column [753, 427, 964, 738]
program-listing: «Источник радости». 15.00 Кинопрограмма «Путешествие». 15.50 ТВ-6: СВ-шоу. 17.00 ТВ-6: «Шоу Бенни Хилла». 17.20 Передача «Говорит АДП». 17.45 ТВ-6: «ОСП-студия». 18.10 «Мульти-Класс - всем, всем». 19.40 «ТЕЛЕПРЕМЬЕРА». 20.45 ТВ-6: «Шоу Бенни Хилла». 21.35 Передача «Встречи на кухне». 22.00 Кинотеатр ТВ-6: худ. фильм «М.БАТТЕРФЛЯЙ». 0.15 ТВ-6: Диск-канал. [966, 1987, 1170, 2091]
channel-column [1383, 427, 1593, 738]
program-listing: сериал (Франция). 17.00 ВЕСТИ. *17.30 Анонс передач Воронежского государственного телевидения. *17.35 «ДОМОВОЙ И ХОЗЯЙКА». Мультфильм. *17.45 Играет хорурает Международных конкурсов Андрей Бугрим. «Бетховен. Соната № 7». *18.25 Третий тайм. *18.40 ПЕРСОНА. Режиссер Камерного театра М.Бычков. *19.00 ВОРОНЕЖСКИЕ НОВОСТИ. *19.20 ПРОСЛАВИ. *19.30 «Нечего, кроме правды». *19.50 Фирма «Сантехкомплект». 20.00 ВЕСТИ. 20.45 «Два рояля». [757, 1077, 955, 1204]
channel-badge: REN TV [1422, 140, 1483, 155]
channel-badge: REN TV [1422, 1059, 1483, 1073]
program-listing: 16.30 «ЗАХВАТЧИКИ» (США). 17.25 «ВПРОК». 17.50 Сериал. «ЛЮБОВЬ И ТАЙНЫ САНСЕТ БИЧ» (США). 19.00 «СЕГОДНЯ». 19.45 Наше кино. Детектив «ПРОТИВОСТОЯНИЕ», 5-я серия. 21.00 «НАМЕДНИ-76». 22.00 «СЕГОДНЯ». 22.45 «СОЛДАТЫ УДАЧИ» (США). 0.30 «АНТРОПОЛОГИЯ». 13.00 Новости REN TV. 16.10 «ЛЮБИМАЯ ЖЕНЩИНА». 18.55 «СЕЛЕСТА». 20.30 Новости REN TV. 21.30 «Боевик»: Том Беренджер, Билли Зейн в фильме «СНАЙПЕР». 23.20 «ТРЕТИЙ ЛИШНИЙ». 0.35 Ночной музыкальный канал. [1387, 1077, 1588, 1217]
program-listing: 16.55 ТВ-6: Сериал «ПРОСТО МАРИЯ». 17.45 ТВ-6: «Наша музыка». 18.15 Передача «Налоговый вестник». 18.55 Передача «Проверкой установлено». 19.15 «Объектив»: «Новости дня». 19.40 «ТЕЛЕПРЕМЬЕРА» худ. фильм «ГОРОДСКАЯ ДЕВУШКА» (мелодрама, США). 21.30 Передача «Конгресс Русских общин». 22.00 Кинотеатр ТВ-6: худ. фильм «ЗАЩИТНИЦА», 2-я серия. 23.20 Криминал. «ДОМ, ТАМ ГДЕ ХАРТ» (детектив, Великобритания). 23.40 «ДОМАШНЕЕ ВИДЕО»: худ. фильм «ПАРАНОЙЯ» (ужасы). [1177, 450, 1377, 589]
channel-column [334, 1368, 544, 1670]
day-label [87, 740, 122, 1051]
channel-badge: НТВ [582, 1969, 624, 1984]
channel-column [543, 740, 753, 1051]
channel-badge: РТР [373, 746, 413, 760]
channel-column [124, 740, 334, 1051]
day-columns [124, 740, 1593, 1051]
program-listing: стоматологическим центром «Фармация». 22.55 Евгения Миронова в фильме «НЕСКОЛЬКО ЛЮБОВНЫХ ИСТОРИЙ» (Украина). 0.30 Горячая десятка. 1.25 Скорость. 1.40 Прогноз погоды. 11.00 «О погоде на завтра со стоматологическим центром «Фармация». 11.05 Передача «Автосалон». 11.25 «Витрина». 11.55 «Мульти-Класс - малышам» (КАК СТАРИК КОРОВУ ПРОДАВАЛ). 12.15 «Мульти-Класс - всем, всем» («ОСЛИНАЯ ШКУРА»). [757, 1695, 949, 1811]
tv-schedule-grid [84, 133, 1595, 2267]
day-label [87, 1673, 122, 1961]
channel-column [1383, 1054, 1593, 1365]
channel-column [1383, 135, 1593, 424]
program-listing: 6.00 Телеканал «Доброе утро». 9.00, 12.00, 15.00 Новости. 9.15, 17.00 «ВО ИМЯ ЛЮБВИ». 10.15 Маски-шоу. 10.40 Смак. 11.05 «ЗВЕЗДНЫЕ ВОЙНЫ». 11.50 Мультфильм «ИВАНКО И ВОРОНИЙ ЦАРЬ». 12.15 Добрый день. 13.00 «ПРОФЕССИЯ - СЛЕДОВАТЕЛЬ», 4-я серия, 2-я часть. 14.15 Мультсериал «ФАНТОМ-2040». 14.30 Вместе. 14.55, 2.15 Программа передач. 15.15 Сказка «К КОНЦУ ВРЕМЕН» (США, 1996 г.). 16.45 «Ералаш». [127, 1391, 329, 1506]
day-columns [124, 1054, 1593, 1365]
day-row [87, 135, 1593, 427]
program-listing: 10.00 Сельский час. 10.30 Сам себе режиссер. 11.05 «Сто к одному». Телеигра. 12.00 ВЕСТИ. 12.15 «Золотой ключ». 12.30 «Хорошие новости». 13.00 «Пата, мама, я - спортивная семья». 14.00 ВЕСТИ. 14.15 Митхун Чакраборти в боевике «ЦВЕТОК И ПЛАМЯ» (Индия). 17.00 Закрытие фестиваля «Кинотавр». 19.00 Старая квартира. 20.00 ВЕСТИ. 20.30 Фирма Британская мировая литература.. 22.30 Ванесса Редгрейв в фильме «ДОРОГАЯ МОЯ». [547, 1695, 746, 1811]
channel-column [543, 135, 753, 424]
channel-column [543, 1054, 753, 1365]
channel-badge: ОРТ [163, 746, 204, 760]
day-label-text: ПЯТНИЦА 13 АВГУСТА [93, 1402, 113, 1635]
channel-column [1383, 1368, 1593, 1670]
program-listing: 12.00 «ПЛЯЖ». 13.00 «Синематека REN TV». 14.30 «Ремонт». 15.30 Детская передача. 16.00 Новости REN TV. 17.00 «Полная чехарда». 18.15 «ПЛЯЖ». 19.00 «Томми Грез». 20.30 Новости REN TV. 21.00 «Жандарм и инопланетяне». 23.05 «Звони и смотри». 0.00 «ПОКУПАЙТЕ». [1387, 1987, 1585, 2056]
